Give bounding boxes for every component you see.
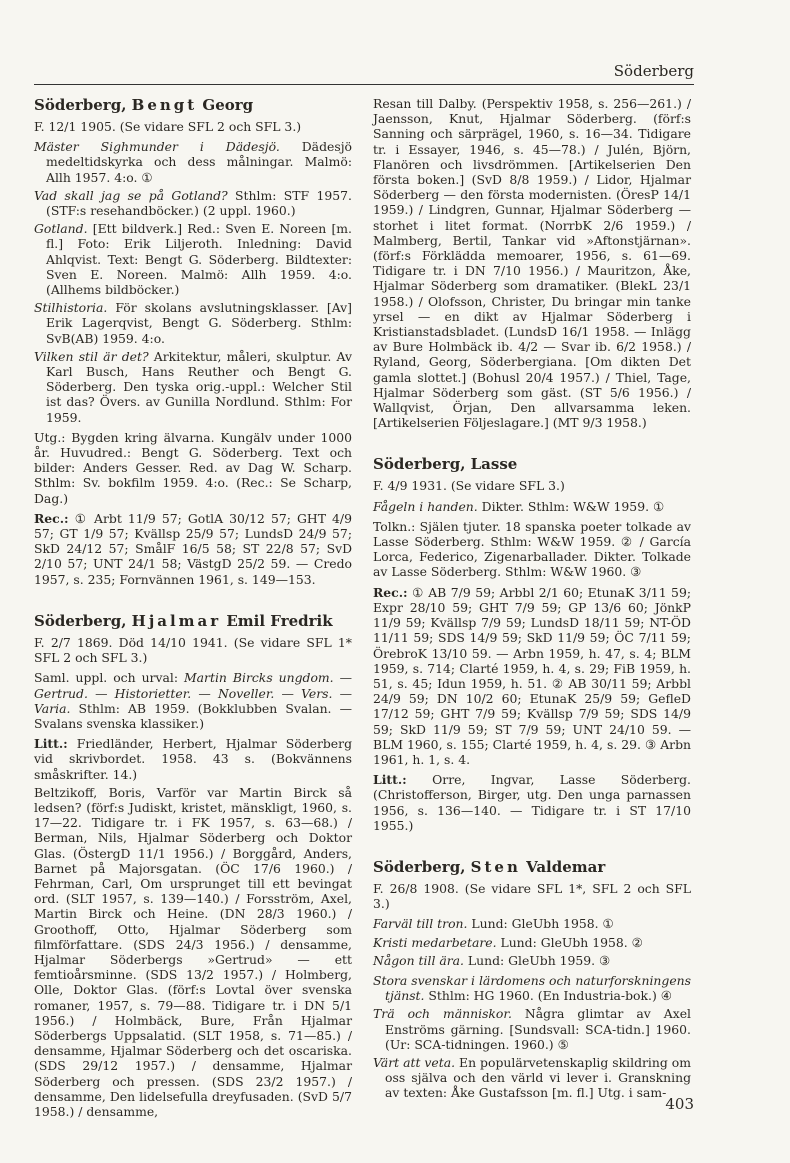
birth-line: F. 4/9 1931. (Se vidare SFL 3.) (373, 478, 565, 494)
heading-surname: Söderberg, (34, 611, 132, 630)
translations: Tolkn.: Själen tjuter. 18 spanska poeter tolkade av Lasse Söderberg. Sthlm: W&W 1959. ② / García Lorca, Federico, Zigenarballader. Dikter. Tolkade av Lasse Söderberg. Sthlm: W&W 1960. ③ (373, 518, 691, 580)
heading-given-name: Bengt (131, 96, 198, 114)
work-title: Vad skall jag se på Gotland? (34, 187, 228, 203)
work-details: [Ett bildverk.] Red.: Sven E. Noreen [m. fl.] Foto: Erik Liljeroth. Inledning: David Ahlqvist. Text: Bengt G. Söderberg. Bildtexter: Sven E. Noreen. Malmö: Allh 1959. 4:o. (Allhems bildböcker.) (46, 221, 352, 298)
editor-note: Utg.: Bygden kring älvarna. Kungälv under 1000 år. Huvudred.: Bengt G. Söderberg. Text och bilder: Anders Gesser. Red. av Dag W. Scharp. Sthlm: Sv. bokfilm 1959. 4:o. (Rec.: Se Scharp, Dag.) (34, 429, 352, 506)
work-entry (34, 221, 352, 297)
birth-line: F. 12/1 1905. (Se vidare SFL 2 och SFL 3.) (34, 119, 302, 134)
work-title: Mäster Sighmunder i Dädesjö. (34, 139, 280, 155)
work-details: Sthlm: HG 1960. (En Industria-bok.) ④ (424, 988, 672, 1004)
work-title: Stora svenskar i lärdomens och naturforskningens tjänst. (373, 972, 691, 1004)
collected-details: Sthlm: AB 1959. (Bokklubben Svalan. — Svalans svenska klassiker.) (34, 700, 352, 731)
work-entry (373, 973, 691, 1003)
work-entry (373, 1055, 691, 1101)
entry-gap (34, 590, 352, 612)
work-entry (373, 916, 691, 931)
work-details: För skolans avslutningsklasser. [Av] Erik Lagerqvist, Bengt G. Söderberg. Sthlm: SvB(AB) 1959. 4:o. (46, 300, 352, 346)
heading-given-name: Sten (470, 857, 521, 876)
work-title: Stilhistoria. (34, 300, 108, 316)
heading-surname: Söderberg, (34, 96, 132, 114)
literature-text: Friedländer, Herbert, Hjalmar Söderberg vid skrivbordet. 1958. 43 s. (Bokvännens småskrifter. 14.) (34, 736, 352, 782)
literature-label: Litt.: (34, 736, 68, 752)
work-title: Farväl till tron. (373, 916, 468, 932)
literature-text: Orre, Ingvar, Lasse Söderberg. (Christofferson, Birger, utg. Den unga parnassen 1956, s. 136—140. — Tidigare tr. i ST 17/10 1955.) (373, 772, 691, 833)
heading-middle-name: Emil Fredrik (221, 611, 333, 630)
collected-titles: Martin Bircks ungdom. — Gertrud. — Historietter. — Noveller. — Vers. — Varia. (34, 670, 352, 716)
work-entry (373, 935, 691, 950)
running-head: Söderberg (613, 62, 694, 80)
work-details: Lund: GleUbh 1959. ③ (463, 952, 611, 968)
work-entry (373, 499, 691, 514)
work-details: Dädesjö medeltidskyrka och dess målningar. Malmö: Allh 1957. 4:o. ① (46, 139, 352, 185)
right-column (373, 96, 691, 1104)
heading-surname: Söderberg, (373, 857, 471, 876)
literature (373, 772, 691, 833)
reviews-text: ① Arbt 11/9 57; GotlA 30/12 57; GHT 4/9 57; GT 1/9 57; Kvällsp 25/9 57; LundsD 24/9 57; SkD 24/12 57; SmålF 16/5 58; ST 22/8 57; SvD 2/10 57; UNT 24/1 58; VästgD 25/2 59. — Credo 1957, s. 235; Fornvännen 1961, s. 149—153. (34, 510, 352, 587)
work-entry (34, 188, 352, 218)
work-entry (34, 300, 352, 346)
work-entry (34, 349, 352, 425)
work-title: Gotland. (34, 221, 88, 237)
work-title: Vilken stil är det? (34, 348, 149, 364)
heading-middle-name: Georg (197, 96, 254, 114)
entry-heading-bengt (34, 96, 352, 115)
birth-line: F. 26/8 1908. (Se vidare SFL 1*, SFL 2 och SFL 3.) (373, 880, 691, 912)
page-number: 403 (665, 1095, 694, 1113)
reviews-label: Rec.: (34, 510, 69, 526)
birth-line: F. 2/7 1869. Död 14/10 1941. (Se vidare SFL 1* SFL 2 och SFL 3.) (34, 634, 352, 666)
entry-gap (373, 433, 691, 455)
work-details: Lund: GleUbh 1958. ① (467, 916, 614, 932)
literature (34, 736, 352, 782)
entry-heading-sten (373, 858, 691, 877)
literature-references: Beltzikoff, Boris, Varför var Martin Birck så ledsen? (förf:s Judiskt, kristet, mänskligt, 1960, s. 17—22. Tidigare tr. i FK 1957, s. 63—68.) / Berman, Nils, Hjalmar Söderberg och Doktor Glas. (ÖstergD 11/1 1956.) / Borggård, Anders, Barnet på Majorsgatan. (ÖC 17/6 1960.) / Fehrman, Carl, Om ursprunget till ett bevingat ord. (SLT 1957, s. 139—140.) / Forsström, Axel, Martin Birck och Heine. (DN 28/3 1960.) / Groothoff, Otto, Hjalmar Söderberg som filmförfattare. (SDS 24/3 1956.) / densamme, Hjalmar Söderbergs »Gertrud» — ett femtioårsminne. (SDS 13/2 1957.) / Holmberg, Olle, Doktor Glas. (förf:s Lovtal över svenska romaner, 1957, s. 79—88. Tidigare tr. i DN 5/1 1956.) / Holmbäck, Bure, Från Hjalmar Söderbergs Uppsalatid. (SLT 1958, s. 71—85.) / densamme, Hjalmar Söderberg och det oscariska. (SDS 29/12 1957.) / densamme, Hjalmar Söderberg och pressen. (SDS 23/2 1957.) / densamme, Den lidelsefulla dreyfusaden. (SvD 5/7 1958.) / densamme, (34, 784, 352, 1119)
reviews-label: Rec.: (373, 584, 408, 600)
literature-references-continued: Resan till Dalby. (Perspektiv 1958, s. 256—261.) / Jaensson, Knut, Hjalmar Söderberg. (förf:s Sanning och särprägel, 1960, s. 16—34. Tidigare tr. i Essayer, 1946, s. 45—78.) / Julén, Björn, Flanören och livsdrömmen. [Artikelserien Den första boken.] (SvD 8/8 1959.) / Lidor, Hjalmar Söderberg — den första modernisten. (ÖresP 14/1 1959.) / Lindgren, Gunnar, Hjalmar Söderberg — storhet i litet format. (NorrbK 2/6 1959.) / Malmberg, Bertil, Tankar vid »Aftonstjärnan». (förf:s Förklädda memoarer, 1956, s. 61—69. Tidigare tr. i DN 7/10 1956.) / Mauritzon, Åke, Hjalmar Söderberg som dramatiker. (BlekL 23/1 1958.) / Olofsson, Christer, Du bringar min tanke yrsel — en dikt av Hjalmar Söderberg i Kristianstadsbladet. (LundsD 16/1 1958. — Inlägg av Bure Holmbäck ib. 4/2 — Svar ib. 6/2 1958.) / Ryland, Georg, Söderbergiana. [Om dikten Det gamla slottet.] (Bohusl 20/4 1957.) / Thiel, Tage, Hjalmar Söderberg som gäst. (ST 5/6 1956.) / Wallqvist, Örjan, Den allvarsamma leken. [Artikelserien Följeslagare.] (MT 9/3 1958.) (373, 96, 691, 431)
heading-middle-name: Valdemar (520, 857, 606, 876)
entry-heading-lasse: Söderberg, Lasse (373, 455, 518, 474)
work-title: Kristi medarbetare. (373, 934, 497, 950)
work-entry (34, 139, 352, 185)
work-details: En populärvetenskaplig skildring om oss själva och den värld vi lever i. Granskning av texten: Åke Gustafsson [m. fl.] Utg. i sam- (385, 1054, 691, 1101)
work-details: Arkitektur, måleri, skulptur. Av Karl Busch, Hans Reuther och Bengt G. Söderberg. Den tyska orig.-uppl.: Welcher Stil ist das? Övers. av Gunilla Nordlund. Sthlm: For 1959. (46, 348, 352, 425)
collected-label: Saml. uppl. och urval: (34, 670, 184, 686)
reviews (34, 511, 352, 587)
literature-label: Litt.: (373, 772, 407, 788)
work-entry (373, 1006, 691, 1052)
work-details: Dikter. Sthlm: W&W 1959. ① (477, 498, 665, 514)
collected-editions (34, 670, 352, 731)
work-entry (373, 953, 691, 968)
reviews-text: ① AB 7/9 59; Arbbl 2/1 60; EtunaK 3/11 59; Expr 28/10 59; GHT 7/9 59; GP 13/6 60; JönkP 11/9 59; Kvällsp 7/9 59; LundsD 18/11 59; NT-ÖD 11/11 59; SDS 14/9 59; SkD 11/9 59; ÖC 7/11 59; ÖrebroK 13/10 59. — Arbn 1959, h. 47, s. 4; BLM 1959, s. 714; Clarté 1959, h. 4, s. 29; FiB 1959, h. 51, s. 45; Idun 1959, h. 51. ② AB 30/11 59; Arbbl 24/9 59; DN 10/2 60; EtunaK 25/9 59; GefleD 17/12 59; GHT 7/9 59; Kvällsp 7/9 59; SDS 14/9 59; SkD 11/9 59; ST 7/9 59; UNT 24/10 59. — BLM 1960, s. 155; Clarté 1959, h. 4, s. 29. ③ Arbn 1961, h. 1, s. 4. (373, 584, 691, 767)
reviews (373, 585, 691, 767)
work-title: Trä och människor. (373, 1006, 512, 1022)
work-title: Värt att veta. (373, 1054, 456, 1070)
work-details: Lund: GleUbh 1958. ② (496, 934, 643, 950)
work-details: Sthlm: STF 1957. (STF:s resehandböcker.) (2 uppl. 1960.) (46, 187, 352, 219)
work-details: Några glimtar av Axel Enströms gärning. [Sundsvall: SCA-tidn.] 1960. (Ur: SCA-tidningen. 1960.) ⑤ (385, 1006, 692, 1052)
work-title: Någon till ära. (373, 952, 464, 968)
entry-heading-hjalmar (34, 612, 352, 631)
left-column (34, 96, 352, 1122)
header-rule (34, 84, 694, 85)
entry-gap (373, 836, 691, 858)
heading-given-name: Hjalmar (131, 611, 222, 630)
work-title: Fågeln i handen. (373, 498, 478, 514)
